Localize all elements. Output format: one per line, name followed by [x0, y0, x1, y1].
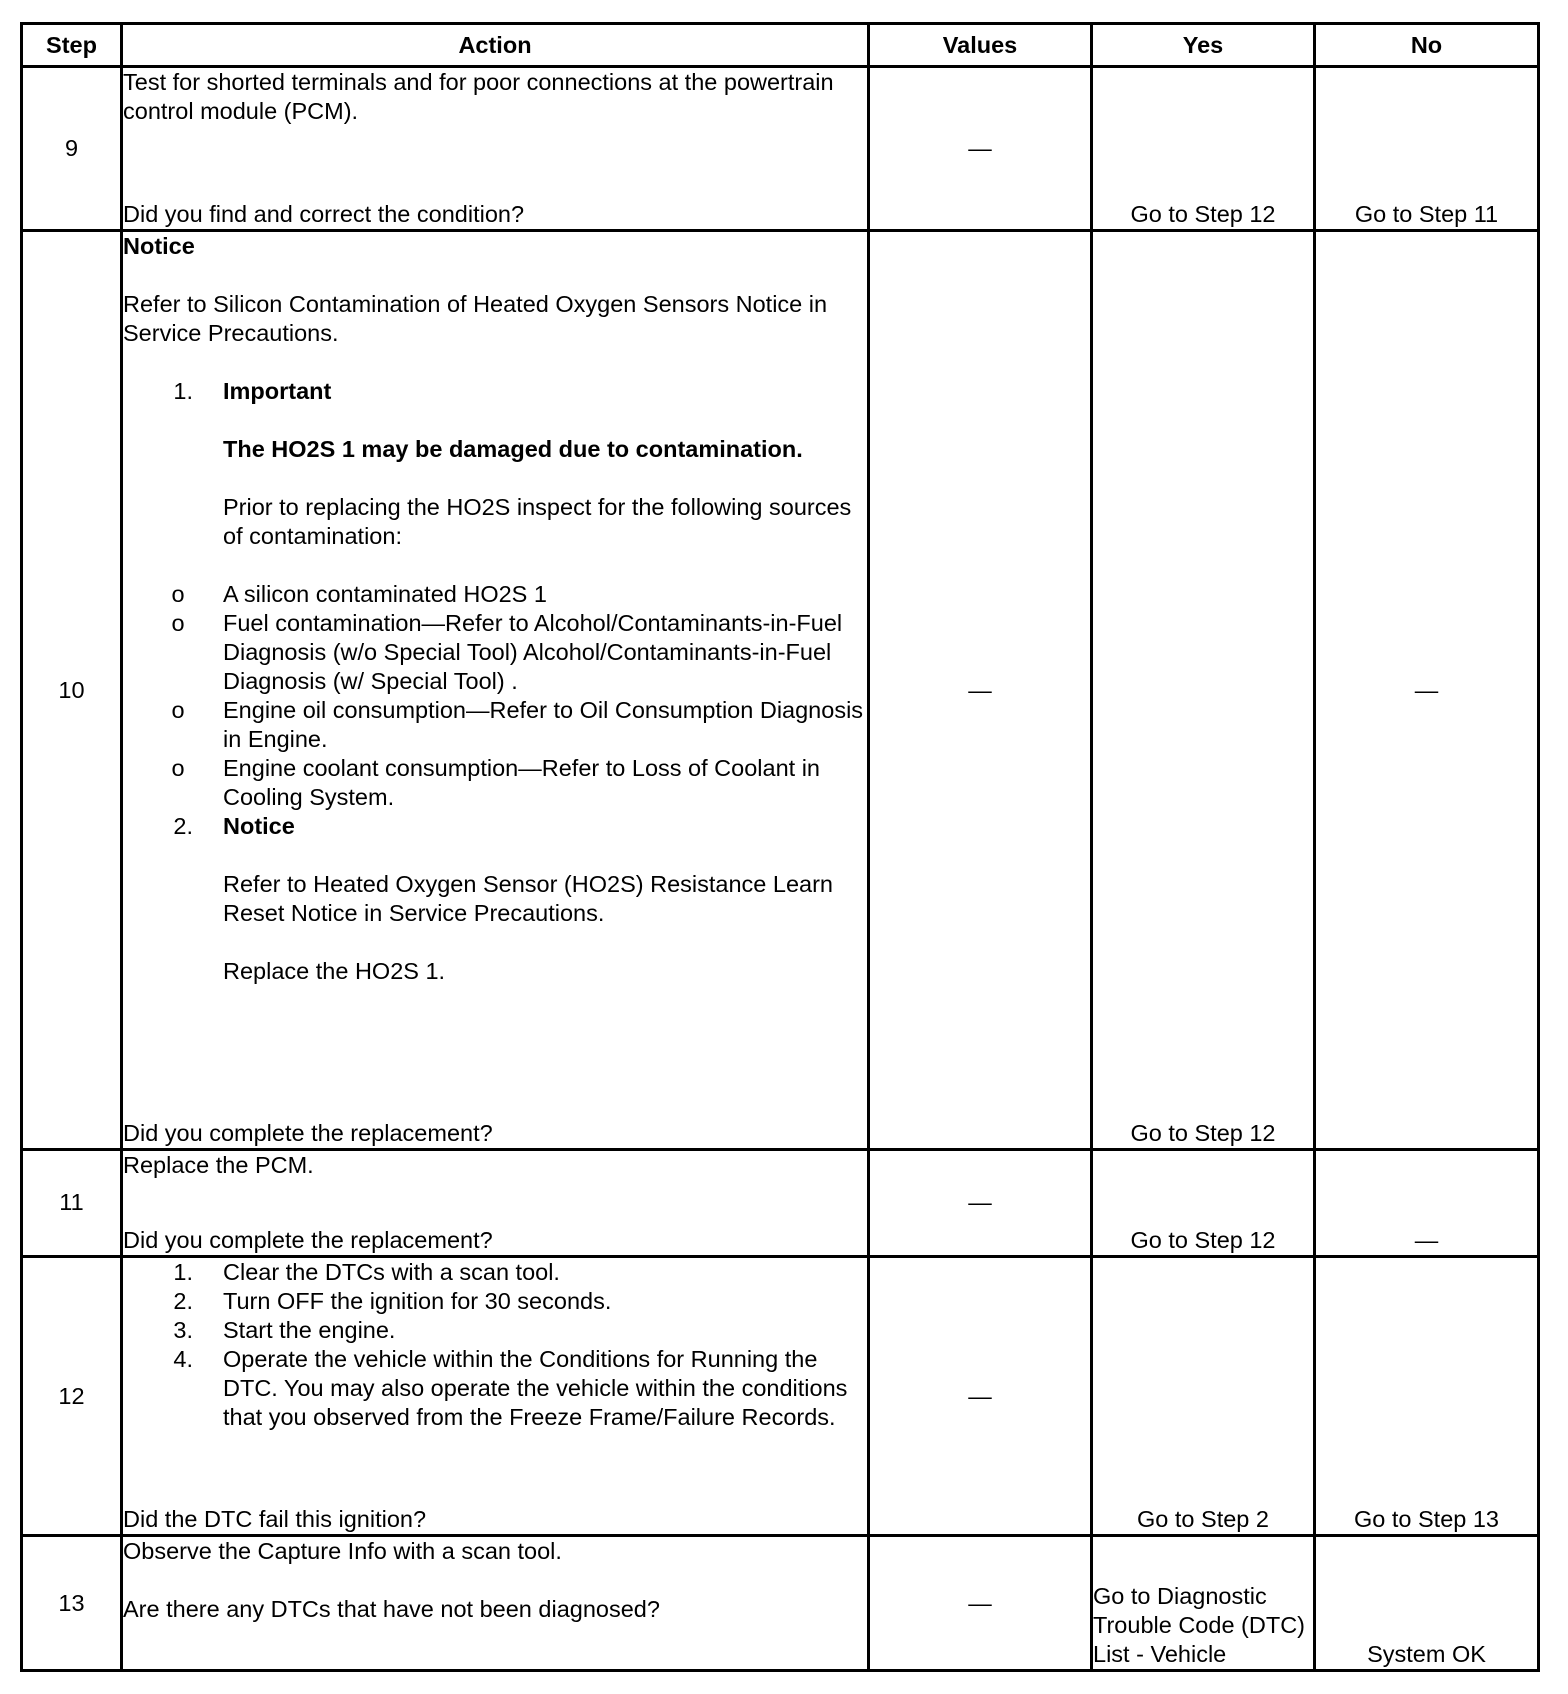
bullet-text: A silicon contaminated HO2S 1 [223, 581, 547, 608]
table-row-step-9 [22, 67, 1539, 231]
list-item [123, 580, 867, 609]
step-number: 11 [22, 1149, 122, 1256]
notice-title: Notice [223, 813, 295, 840]
step-number: 12 [22, 1256, 122, 1536]
notice-text: Refer to Silicon Contamination of Heated Oxygen Sensors Notice in Service Precautions. [123, 291, 828, 347]
header-yes: Yes [1092, 24, 1315, 67]
diagnostic-table [20, 22, 1540, 1672]
action-text: Replace the PCM. [123, 1151, 314, 1178]
yes-cell: Go to Step 12 [1092, 231, 1315, 1149]
item-number: 4. [173, 1345, 193, 1372]
contamination-list [123, 580, 867, 812]
item-number: 2. [173, 1287, 193, 1314]
step-number: 10 [22, 231, 122, 1149]
item-number: 1. [173, 1258, 193, 1285]
table-row-step-11 [22, 1149, 1539, 1256]
list-item [123, 377, 867, 580]
header-row [22, 24, 1539, 67]
item-number: 1. [173, 378, 193, 405]
yes-cell: Go to Diagnostic Trouble Code (DTC) List - Vehicle [1092, 1536, 1315, 1671]
values-cell: — [869, 231, 1092, 1149]
bullet-icon: o [171, 610, 185, 637]
table-row-step-12 [22, 1256, 1539, 1536]
bullet-text: Engine oil consumption—Refer to Oil Consumption Diagnosis in Engine. [223, 697, 864, 753]
values-cell: — [869, 1256, 1092, 1536]
yes-cell: Go to Step 12 [1092, 67, 1315, 231]
list-item [123, 1316, 867, 1345]
list-item [123, 1345, 867, 1432]
no-cell: — [1315, 1149, 1539, 1256]
item-text: Turn OFF the ignition for 30 seconds. [223, 1287, 612, 1314]
item-number: 2. [173, 813, 193, 840]
notice-text: Refer to Heated Oxygen Sensor (HO2S) Resistance Learn Reset Notice in Service Precautions. [223, 871, 833, 927]
action-cell [122, 231, 869, 1149]
action-question: Did you find and correct the condition? [123, 201, 525, 228]
procedure-list [123, 377, 867, 580]
header-action: Action [122, 24, 869, 67]
bullet-text: Fuel contamination—Refer to Alcohol/Contaminants-in-Fuel Diagnosis (w/o Special Tool) Alcohol/Contaminants-in-Fuel Diagnosis (w/ Special Tool) . [223, 610, 843, 695]
step-number: 9 [22, 67, 122, 231]
list-item [123, 812, 867, 986]
procedure-list [123, 812, 867, 986]
important-title: Important [223, 378, 332, 405]
table-row-step-13 [22, 1536, 1539, 1671]
no-cell: — [1315, 231, 1539, 1149]
list-item [123, 1258, 867, 1287]
header-values: Values [869, 24, 1092, 67]
yes-cell: Go to Step 2 [1092, 1256, 1315, 1536]
action-question: Did the DTC fail this ignition? [123, 1506, 427, 1533]
values-cell: — [869, 67, 1092, 231]
no-cell: Go to Step 11 [1315, 67, 1539, 231]
action-cell [122, 67, 869, 231]
replace-text: Replace the HO2S 1. [223, 958, 446, 985]
values-cell: — [869, 1149, 1092, 1256]
bullet-icon: o [171, 755, 185, 782]
no-cell: Go to Step 13 [1315, 1256, 1539, 1536]
header-step: Step [22, 24, 122, 67]
values-cell: — [869, 1536, 1092, 1671]
item-text: Clear the DTCs with a scan tool. [223, 1258, 560, 1285]
bullet-text: Engine coolant consumption—Refer to Loss of Coolant in Cooling System. [223, 755, 820, 811]
notice-title: Notice [123, 233, 195, 260]
no-cell: System OK [1315, 1536, 1539, 1671]
list-item [123, 609, 867, 696]
item-number: 3. [173, 1316, 193, 1343]
yes-cell: Go to Step 12 [1092, 1149, 1315, 1256]
action-question: Did you complete the replacement? [123, 1226, 493, 1253]
step-number: 13 [22, 1536, 122, 1671]
list-item [123, 754, 867, 812]
important-text: The HO2S 1 may be damaged due to contamination. [223, 436, 803, 463]
list-item [123, 1287, 867, 1316]
header-no: No [1315, 24, 1539, 67]
action-question: Did you complete the replacement? [123, 1119, 493, 1146]
item-text: Operate the vehicle within the Conditions for Running the DTC. You may also operate the vehicle within the conditions that you observed from the Freeze Frame/Failure Records. [223, 1345, 848, 1430]
action-cell [122, 1256, 869, 1536]
table-row-step-10 [22, 231, 1539, 1149]
list-item [123, 696, 867, 754]
action-cell [122, 1536, 869, 1671]
action-question: Are there any DTCs that have not been diagnosed? [123, 1596, 660, 1623]
action-text: Test for shorted terminals and for poor connections at the powertrain control module (PCM). [123, 69, 834, 124]
item-text: Start the engine. [223, 1316, 396, 1343]
bullet-icon: o [171, 581, 185, 608]
bullet-icon: o [171, 697, 185, 724]
inspect-text: Prior to replacing the HO2S inspect for the following sources of contamination: [223, 494, 852, 550]
procedure-list [123, 1258, 867, 1432]
action-cell [122, 1149, 869, 1256]
action-text: Observe the Capture Info with a scan tool. [123, 1538, 562, 1565]
